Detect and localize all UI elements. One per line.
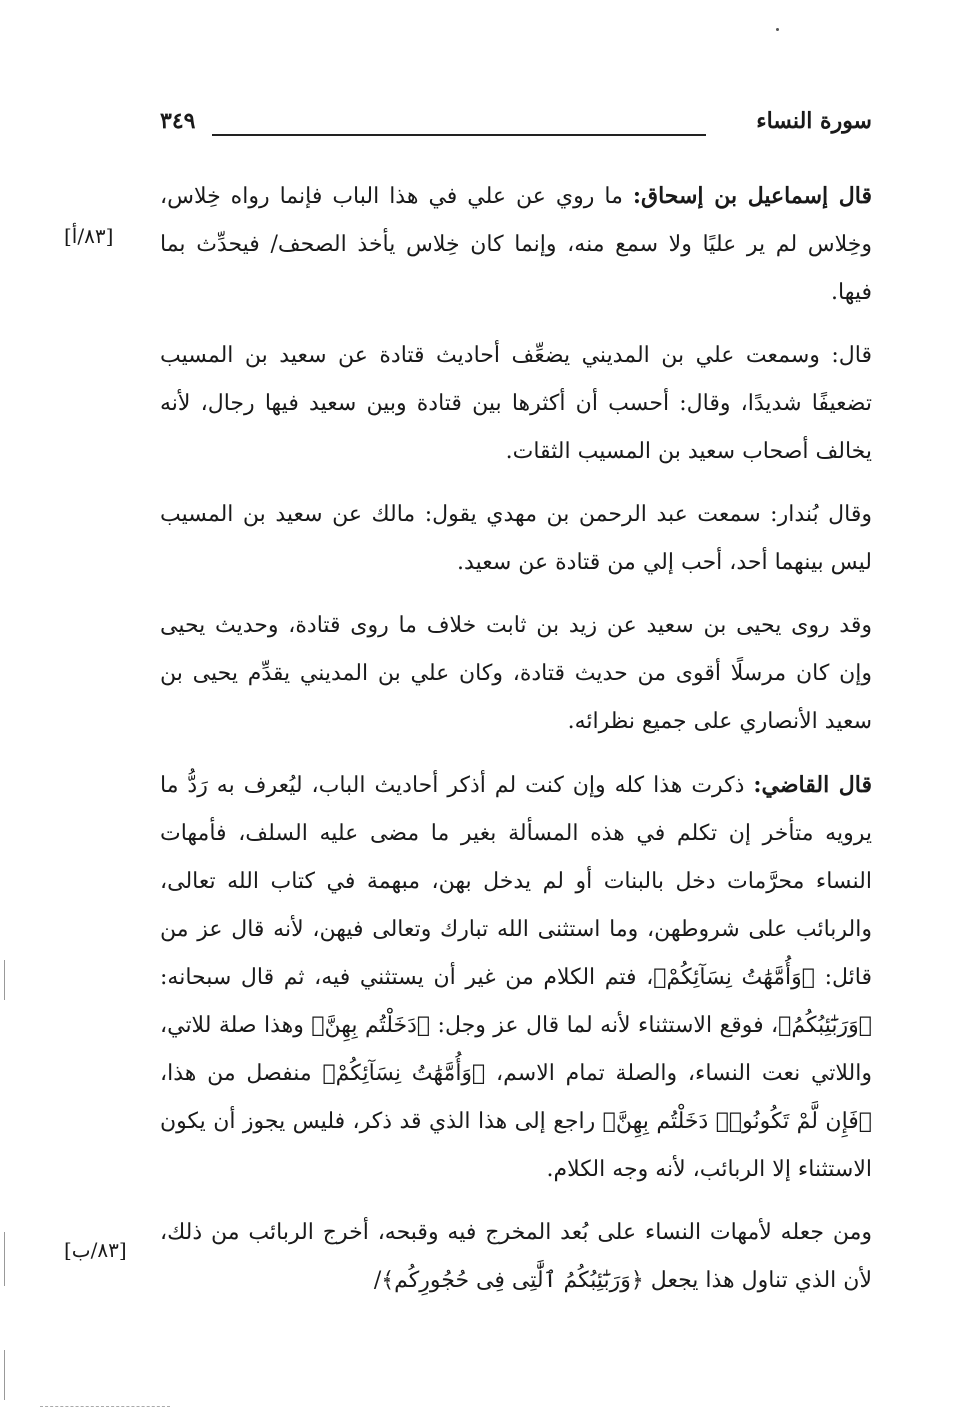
page-number: ٣٤٩: [160, 108, 196, 134]
scan-edge-mark: [4, 1350, 5, 1400]
paragraph-text: وقال بُندار: سمعت عبد الرحمن بن مهدي يقول: مالك عن سعيد بن المسيب ليس بينهما أحد، أحب إلي من قتادة عن سعيد.: [160, 502, 872, 575]
paragraph: [160, 761, 872, 1194]
margin-folio-note: [٨٣/أ]: [64, 224, 114, 248]
page-header: [160, 108, 872, 142]
scan-speck: [776, 28, 779, 31]
scan-bottom-line: [40, 1406, 170, 1407]
surah-title: سورة النساء: [756, 108, 872, 134]
header-rule: [212, 134, 706, 136]
paragraph: [160, 602, 872, 746]
main-text: [160, 172, 872, 1320]
paragraph: [160, 1209, 872, 1305]
paragraph-lead: قال إسماعيل بن إسحاق:: [632, 183, 872, 209]
paragraph: [160, 332, 872, 476]
scan-edge-mark: [4, 960, 5, 1000]
paragraph-lead: قال القاضي:: [753, 772, 872, 798]
paragraph-text: ذكرت هذا كله وإن كنت لم أذكر أحاديث الباب، ليُعرف به رَدُّ ما يرويه متأخر إن تكلم في هذه المسألة بغير ما مضى عليه السلف، فأمهات النساء محرَّمات دخل بالبنات أو لم يدخل بهن، مبهمة في كتاب الله تعالى، والربائب على شروطهن، وما استثنى الله تبارك وتعالى فيهن، لأنه قال عز من قائل: ﴿وَأُمَّهَٰتُ نِسَآئِكُمْ﴾، فتم الكلام من غير أن يستثني فيه، ثم قال سبحانه: ﴿وَرَبَٰٓئِبُكُمُ﴾، فوقع الاستثناء لأنه لما قال عز وجل: ﴿دَخَلْتُم بِهِنَّ﴾ وهذا صلة للاتي، واللاتي نعت النساء، والصلة تمام الاسم، ﴿وَأُمَّهَٰتُ نِسَآئِكُمْ﴾ منفصل من هذا، ﴿فَإِن لَّمْ تَكُونُوا۟ دَخَلْتُم بِهِنَّ﴾ راجع إلى هذا الذي قد ذكر، فليس يجوز أن يكون الاستثناء إلا الربائب، لأنه وجه الكلام.: [160, 773, 872, 1182]
paragraph: [160, 172, 872, 317]
paragraph-text: ما روي عن علي في هذا الباب فإنما رواه خِلاس، وخِلاس لم ير عليًا ولا سمع منه، وإنما كان خِلاس يأخذ الصحف/ فيحدِّث بما فيها.: [160, 184, 872, 305]
paragraph: [160, 491, 872, 587]
paragraph-text: وقد روى يحيى بن سعيد عن زيد بن ثابت خلاف ما روى قتادة، وحديث يحيى وإن كان مرسلًا أقوى من حديث قتادة، وكان علي بن المديني يقدِّم يحيى بن سعيد الأنصاري على جميع نظرائه.: [160, 613, 872, 734]
scan-edge-mark: [4, 1232, 5, 1286]
paragraph-text: قال: وسمعت علي بن المديني يضعِّف أحاديث قتادة عن سعيد بن المسيب تضعيفًا شديدًا، وقال: أحسب أن أكثرها بين قتادة وبين سعيد فيها رجال، لأنه يخالف أصحاب سعيد بن المسيب الثقات.: [160, 343, 872, 464]
margin-folio-note: [٨٣/ب]: [64, 1238, 127, 1262]
paragraph-text: ومن جعله لأمهات النساء على بُعد المخرج فيه وقبحه، أخرج الربائب من ذلك، لأن الذي تناول هذا يجعل ﴿وَرَبَٰٓئِبُكُمُ ٱلَّٰتِى فِى حُجُورِكُم﴾/: [160, 1220, 872, 1293]
